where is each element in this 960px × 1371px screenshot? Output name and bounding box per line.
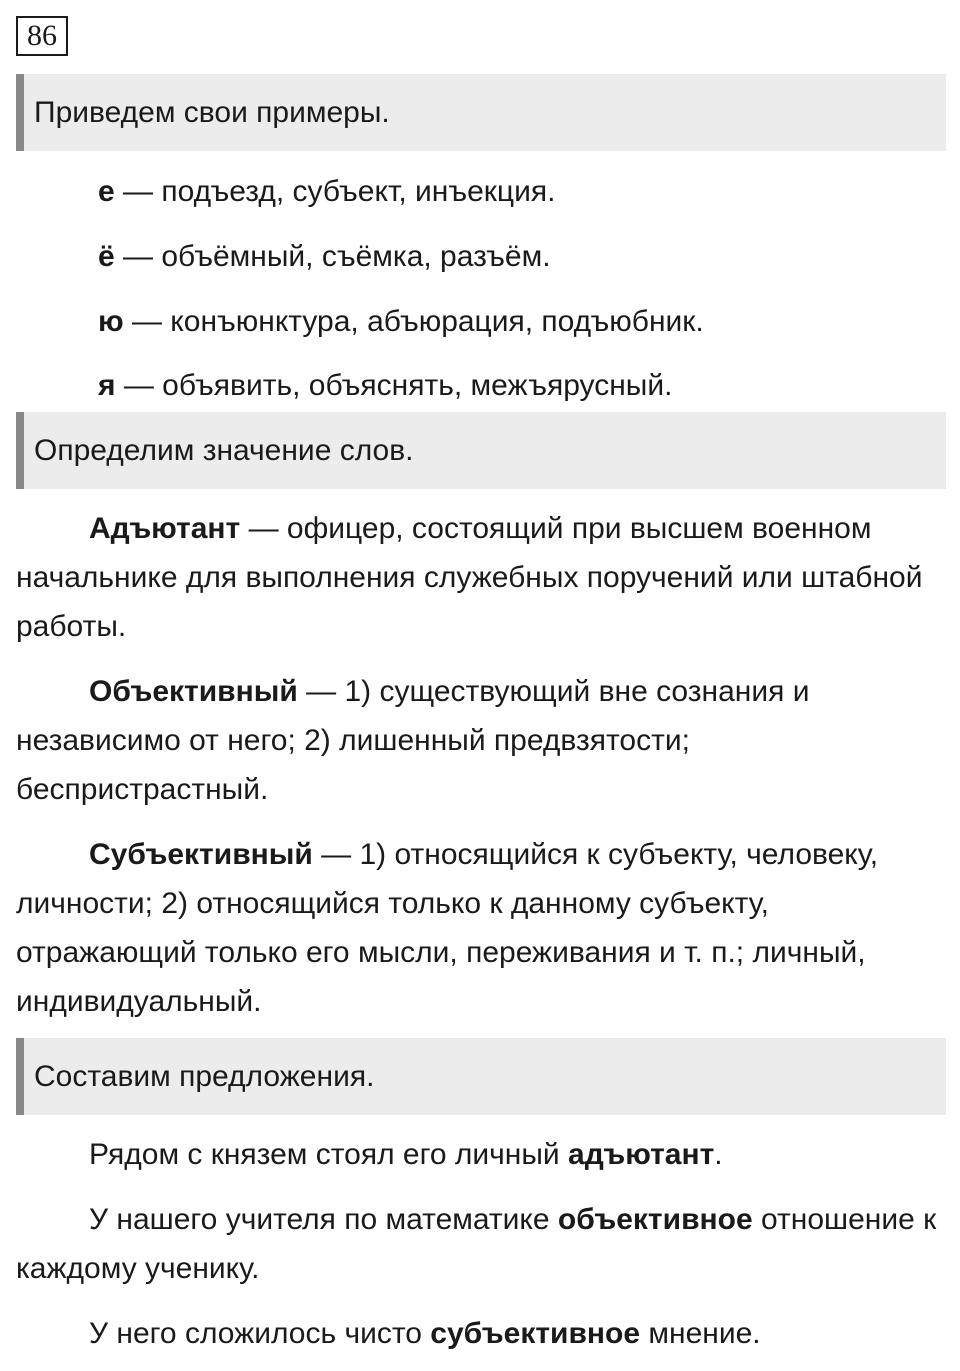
example-line-ya: [98, 366, 672, 406]
definition-objective: [16, 667, 946, 814]
example-letter: я: [98, 369, 116, 402]
section-header-meanings: Определим значение слов.: [16, 412, 946, 489]
sentence-keyword: субъективное: [430, 1317, 641, 1350]
example-line-yu: [98, 302, 704, 342]
example-text: — конъюнктура, абъюрация, подъюбник.: [123, 305, 704, 338]
definition-text: — офицер, состоящий при высшем военном начальнике для выполнения служебных поручений или штабной работы.: [16, 512, 923, 643]
example-line-e: [98, 172, 555, 212]
section-header-examples: Приведем свои примеры.: [16, 74, 946, 151]
sentence-2: [16, 1195, 946, 1293]
definition-term: Объективный: [89, 675, 298, 708]
example-text: — объявить, объяснять, межъярусный.: [115, 369, 673, 402]
example-letter: ё: [98, 240, 115, 273]
definition-adjutant: [16, 504, 946, 651]
sentence-keyword: адъютант: [568, 1138, 715, 1171]
sentence-text: У нашего учителя по математике: [89, 1203, 558, 1236]
section-header-sentences: Составим предложения.: [16, 1038, 946, 1115]
sentence-text: мнение.: [640, 1317, 761, 1350]
definition-text: — 1) существующий вне сознания и независимо от него; 2) лишенный предвзятости; беспристрастный.: [16, 675, 810, 806]
example-text: — объёмный, съёмка, разъём.: [114, 240, 551, 273]
example-letter: ю: [98, 305, 124, 338]
sentence-text: .: [714, 1138, 723, 1171]
definition-subjective: [16, 830, 946, 1026]
example-line-yo: [98, 237, 551, 277]
sentence-3: [16, 1309, 946, 1358]
sentence-keyword: объективное: [557, 1203, 753, 1236]
definition-term: Субъективный: [89, 838, 313, 871]
page-number: 86: [16, 16, 68, 56]
definition-text: — 1) относящийся к субъекту, человеку, личности; 2) относящийся только к данному субъекту, отражающий только его мысли, переживания и т. п.; личный, индивидуальный.: [16, 838, 879, 1018]
example-text: — подъезд, субъект, инъекция.: [114, 175, 556, 208]
example-letter: е: [98, 175, 115, 208]
sentence-text: Рядом с князем стоял его личный: [89, 1138, 569, 1171]
sentence-text: У него сложилось чисто: [89, 1317, 431, 1350]
definition-term: Адъютант: [89, 512, 241, 545]
sentence-1: [16, 1130, 946, 1179]
sentence-text: отношение к каждому ученику.: [16, 1203, 937, 1285]
